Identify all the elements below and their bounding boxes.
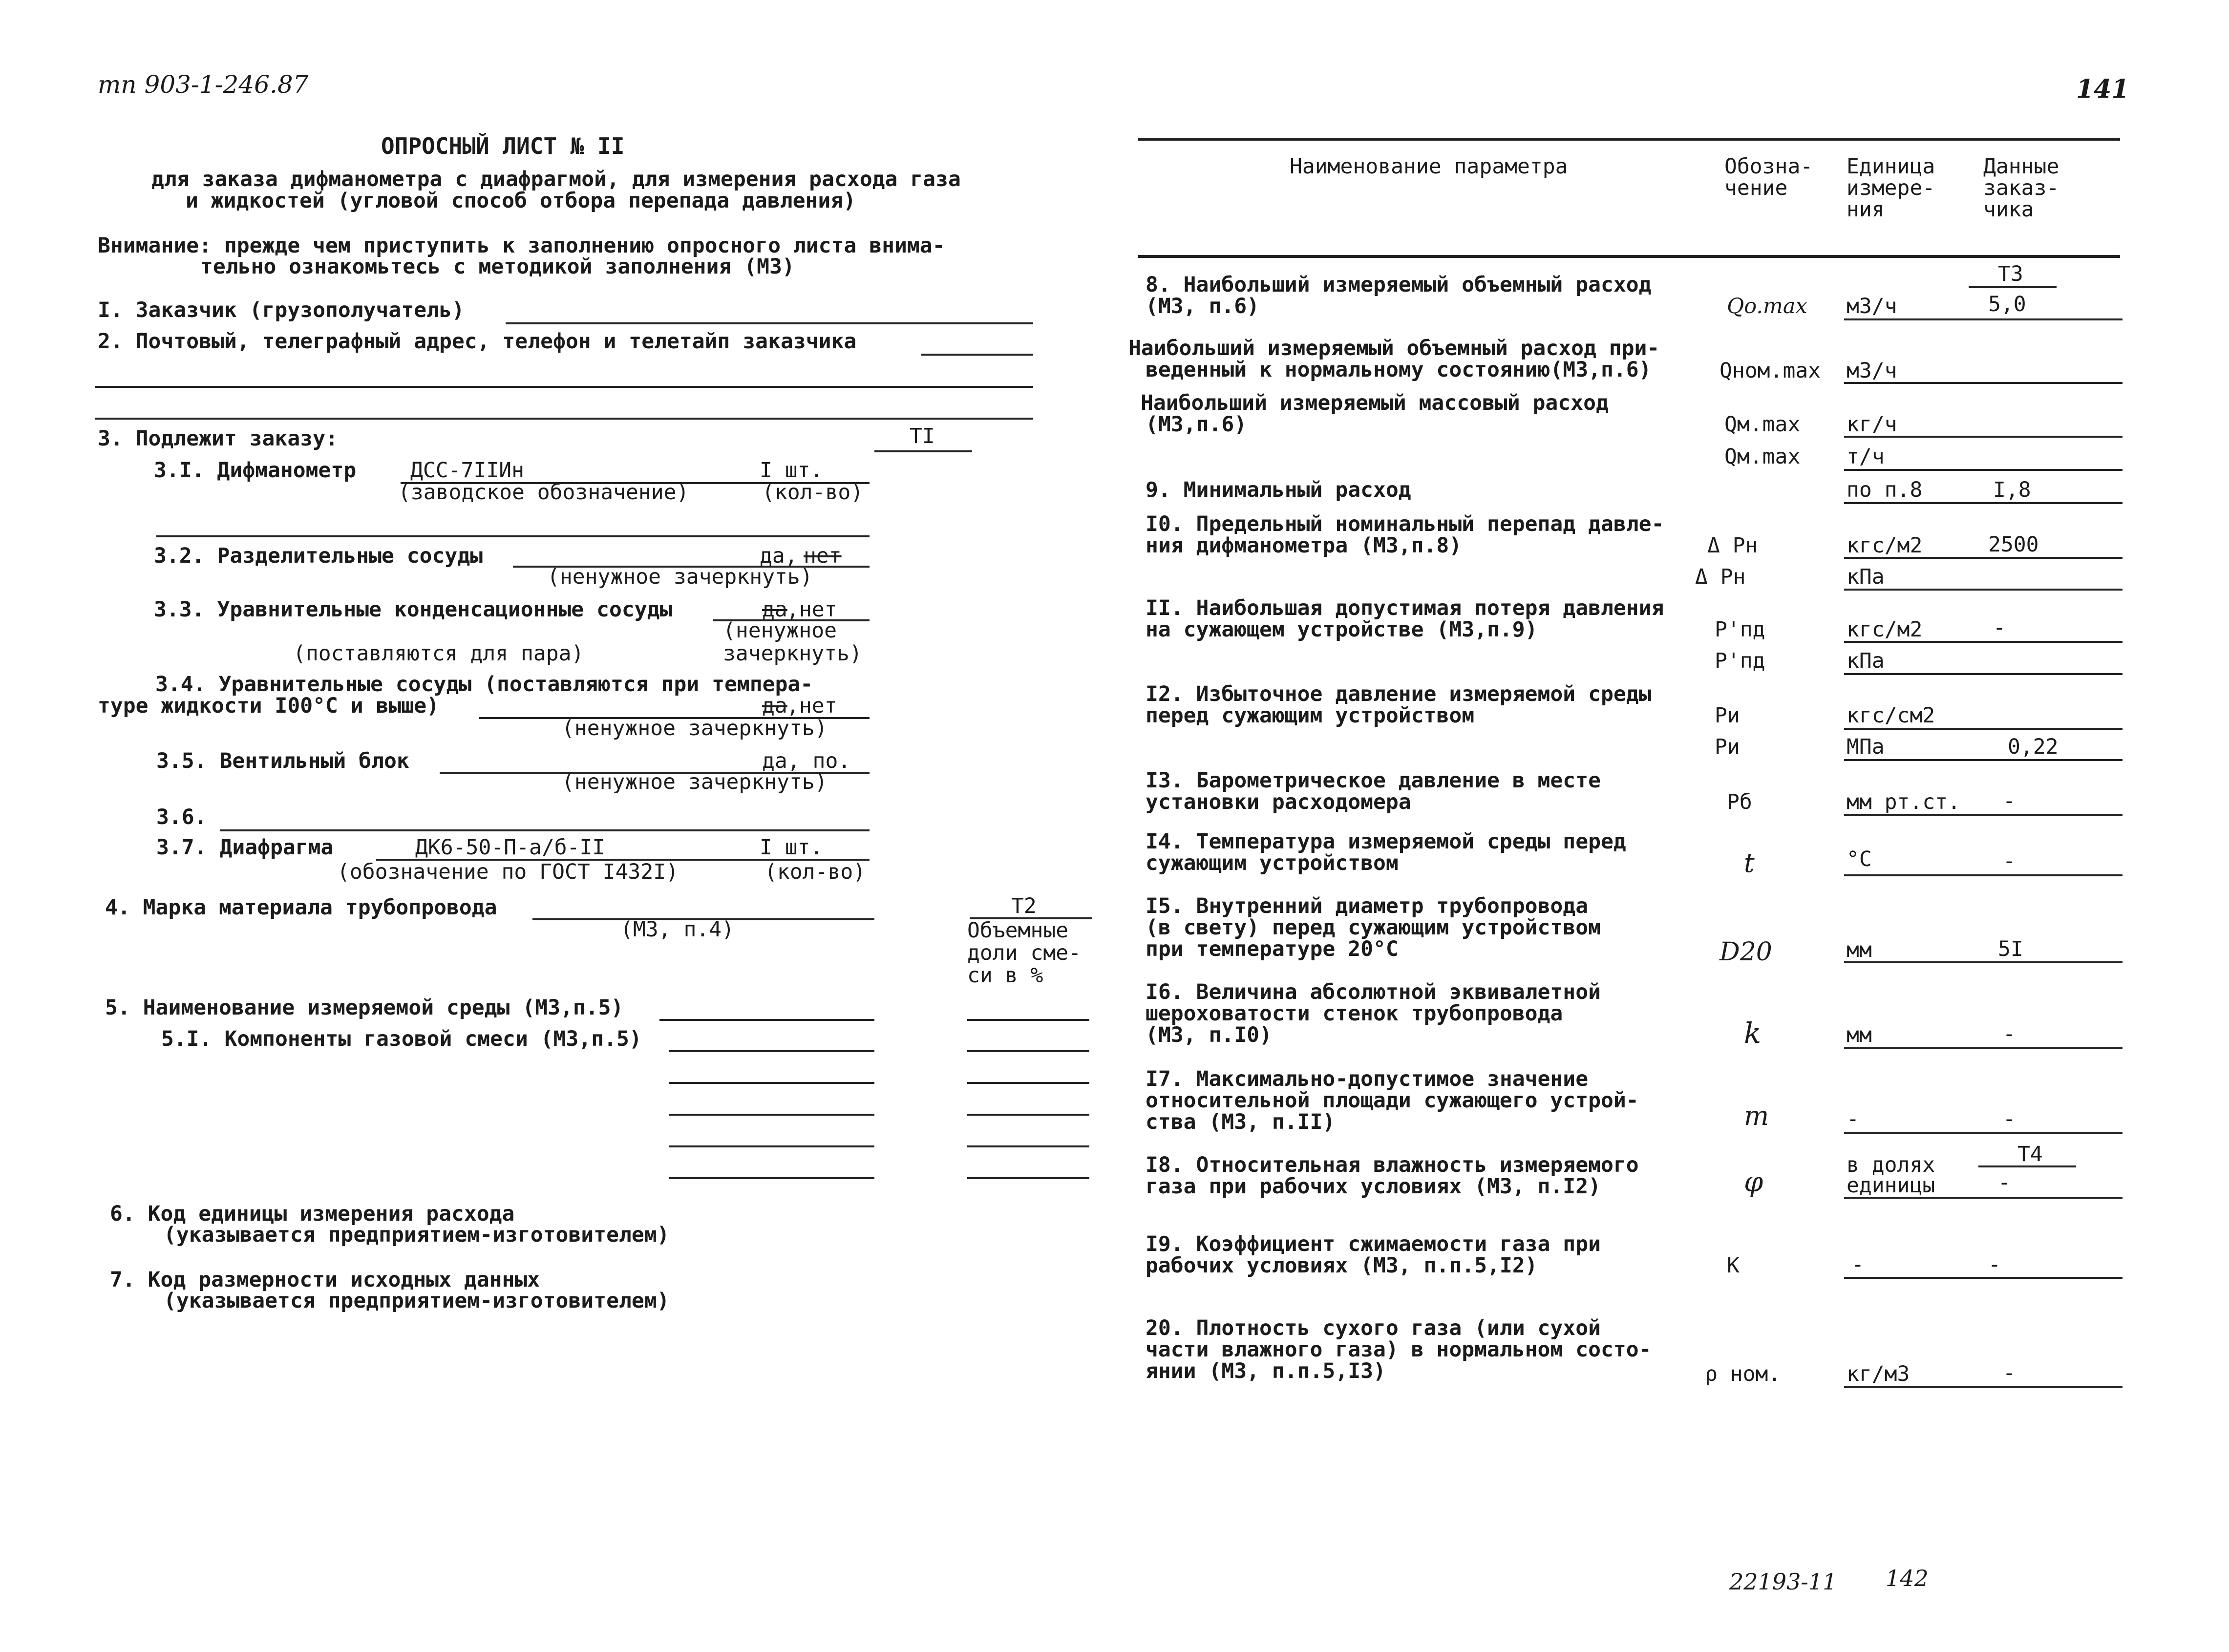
param-13-unit: мм рт.ст.	[1847, 790, 1960, 814]
param-13-row-rule[interactable]	[1844, 814, 2123, 816]
item-2-field-line-2[interactable]	[95, 386, 1033, 388]
param-19-unit: -	[1851, 1252, 1864, 1277]
param-20-label-1: 20. Плотность сухого газа (или сухой	[1146, 1316, 1601, 1340]
item-3-2-label: 3.2. Разделительные сосуды	[154, 544, 483, 568]
param-18-symbol: φ	[1744, 1166, 1763, 1198]
column-header-symbol-1: Обозна-	[1724, 154, 1813, 179]
param-18-row-rule[interactable]	[1844, 1197, 2123, 1199]
param-19-value: -	[1988, 1252, 2001, 1277]
param-10-label-2: ния дифманометра (МЗ,п.8)	[1146, 533, 1462, 558]
param-20-row-rule[interactable]	[1844, 1386, 2123, 1388]
item-3-4-label-1: 3.4. Уравнительные сосуды (поставляются при темпера-	[155, 672, 813, 697]
param-10-label-1: I0. Предельный номинальный перепад давле-	[1146, 512, 1664, 536]
page-number: 141	[2076, 74, 2129, 104]
gas-component-field-4[interactable]	[669, 1145, 874, 1147]
gas-fraction-field-2[interactable]	[967, 1082, 1089, 1084]
item-3-1-label: 3.I. Дифманометр	[154, 458, 357, 483]
item-3-1-qty-hint: (кол-во)	[762, 480, 864, 505]
item-3-heading: 3. Подлежит заказу:	[98, 426, 338, 451]
param-15-row-rule[interactable]	[1844, 961, 2123, 963]
param-10-row-rule-kgs[interactable]	[1844, 557, 2123, 559]
param-11-value-kgs: -	[1993, 615, 2006, 640]
param-13-label-1: I3. Барометрическое давление в месте	[1146, 768, 1601, 793]
item-5-label: 5. Наименование измеряемой среды (МЗ,п.5)	[105, 995, 624, 1020]
param-12-label-2: перед сужающим устройством	[1146, 703, 1475, 728]
param-11-symbol-kpa: Р'пд	[1715, 649, 1765, 673]
item-3-5-value: да, по.	[762, 749, 851, 773]
item-3-3-steam-note: (поставляются для пара)	[293, 641, 584, 666]
t1-underline	[874, 450, 972, 452]
t2-note-1: Объемные	[967, 918, 1069, 943]
item-5-fraction-field[interactable]	[967, 1019, 1089, 1021]
item-6-note: (указывается предприятием-изготовителем)	[164, 1223, 670, 1247]
item-2-address: 2. Почтовый, телеграфный адрес, телефон и телетайп заказчика	[98, 329, 857, 354]
param-17-symbol: m	[1744, 1101, 1769, 1131]
item-6-label: 6. Код единицы измерения расхода	[110, 1202, 515, 1226]
param-15-label-2: (в свету) перед сужающим устройством	[1146, 915, 1601, 940]
t4-underline	[1978, 1165, 2076, 1167]
param-8-mass-label-2: (МЗ,п.6)	[1146, 412, 1247, 437]
param-13-symbol: Рб	[1727, 790, 1752, 814]
param-8-mass-label-1: Наибольший измеряемый массовый расход	[1141, 391, 1609, 415]
param-8-row-rule[interactable]	[1844, 318, 2123, 320]
param-8-mass-row-rule-kg[interactable]	[1844, 436, 2123, 438]
param-8-symbol: Qo.max	[1727, 294, 1807, 318]
form-subtitle-1: для заказа дифманометра с диафрагмой, для измерения расхода газа	[151, 167, 961, 191]
param-8-mass-unit-t: т/ч	[1847, 445, 1885, 469]
param-11-row-rule-kgs[interactable]	[1844, 641, 2123, 643]
column-header-unit-1: Единица	[1847, 154, 1935, 179]
param-12-symbol-mpa: Ри	[1715, 735, 1740, 759]
param-19-row-rule[interactable]	[1844, 1277, 2123, 1279]
param-14-unit: °С	[1847, 847, 1872, 871]
param-9-value: I,8	[1993, 478, 2031, 502]
param-14-label-1: I4. Температура измеряемой среды перед	[1146, 829, 1626, 854]
param-17-label-2: относительной площади сужающего устрой-	[1146, 1088, 1639, 1113]
item-3-4-hint: (ненужное зачеркнуть)	[562, 716, 828, 741]
param-20-value: -	[2003, 1361, 2016, 1385]
param-18-value: -	[1998, 1170, 2011, 1195]
item-7-note: (указывается предприятием-изготовителем)	[164, 1289, 670, 1313]
param-17-value: -	[2003, 1107, 2016, 1131]
param-8-mass-unit-kg: кг/ч	[1847, 412, 1897, 437]
item-3-3-label: 3.3. Уравнительные конденсационные сосуды	[154, 597, 673, 622]
gas-fraction-field-3[interactable]	[967, 1114, 1089, 1116]
param-10-symbol-kpa: Δ Рн	[1695, 565, 1746, 589]
param-8-normal-label-1: Наибольший измеряемый объемный расход при-	[1128, 336, 1660, 360]
param-19-label-2: рабочих условиях (МЗ, п.п.5,I2)	[1146, 1253, 1538, 1278]
param-14-symbol: t	[1744, 847, 1755, 878]
param-19-label-1: I9. Коэффициент сжимаемости газа при	[1146, 1232, 1601, 1256]
param-9-unit: по п.8	[1847, 478, 1923, 502]
item-7-label: 7. Код размерности исходных данных	[110, 1268, 540, 1292]
table-ref-t3: Т3	[1998, 262, 2023, 286]
column-header-data-1: Данные	[1983, 154, 2059, 179]
item-3-3-hint-1: (ненужное	[723, 618, 837, 643]
item-3-7-qty: I шт.	[760, 835, 823, 860]
param-20-unit: кг/м3	[1847, 1362, 1910, 1386]
item-3-1-field-line-2[interactable]	[156, 535, 870, 537]
param-8-mass-symbol-kg: Qм.max	[1724, 412, 1801, 437]
param-15-label-1: I5. Внутренний диаметр трубопровода	[1146, 894, 1589, 918]
item-5-field[interactable]	[659, 1019, 874, 1021]
t3-underline	[1969, 286, 2057, 288]
gas-component-field-3[interactable]	[669, 1114, 874, 1116]
param-12-symbol-kgs: Ри	[1715, 703, 1740, 728]
param-16-label-2: шероховатости стенок трубопровода	[1146, 1001, 1563, 1026]
item-3-1-qty: I шт.	[760, 458, 823, 483]
param-20-label-2: части влажного газа) в нормальном состо-	[1146, 1337, 1652, 1362]
param-9-row-rule[interactable]	[1844, 502, 2123, 504]
param-11-label-2: на сужающем устройстве (МЗ,п.9)	[1146, 617, 1538, 642]
doc-code: тп 903-1-246.87	[98, 70, 309, 99]
item-2-field-line-3[interactable]	[95, 418, 1033, 420]
param-18-unit-1: в долях	[1847, 1153, 1935, 1177]
param-8-mass-symbol-t: Qм.max	[1724, 445, 1801, 469]
form-subtitle-2: и жидкостей (угловой способ отбора перепада давления)	[186, 189, 856, 213]
table-ref-t2: Т2	[1011, 894, 1037, 918]
item-3-2-yes: да,	[760, 544, 798, 568]
param-12-unit-kgs: кгс/см2	[1847, 703, 1935, 728]
item-4-hint: (МЗ, п.4)	[620, 917, 734, 942]
param-17-unit: -	[1847, 1107, 1859, 1131]
item-3-2-hint: (ненужное зачеркнуть)	[547, 565, 813, 589]
param-16-unit: мм	[1847, 1023, 1872, 1047]
param-10-unit-kgs: кгс/м2	[1847, 533, 1923, 558]
param-12-row-rule-kgs[interactable]	[1844, 728, 2123, 730]
param-16-row-rule[interactable]	[1844, 1047, 2123, 1049]
param-15-label-3: при температуре 20°С	[1146, 937, 1399, 961]
param-13-value: -	[2003, 789, 2016, 813]
param-8-label-2: (МЗ, п.6)	[1146, 294, 1259, 318]
param-17-label-3: ства (МЗ, п.II)	[1146, 1110, 1336, 1134]
param-16-label-3: (МЗ, п.I0)	[1146, 1023, 1272, 1047]
gas-fraction-field-1[interactable]	[967, 1050, 1089, 1052]
param-20-label-3: янии (МЗ, п.п.5,I3)	[1146, 1359, 1386, 1383]
param-12-label-1: I2. Избыточное давление измеряемой среды	[1146, 682, 1652, 706]
param-16-label-1: I6. Величина абсолютной эквивалетной	[1146, 980, 1601, 1004]
param-11-label-1: II. Наибольшая допустимая потеря давления	[1146, 596, 1664, 620]
t2-note-3: си в %	[967, 963, 1043, 988]
item-3-3-no: ,нет	[786, 597, 837, 622]
column-header-data-2: заказ-	[1983, 176, 2059, 200]
param-14-label-2: сужающим устройством	[1146, 851, 1399, 875]
param-10-symbol-kgs: Δ Рн	[1707, 533, 1758, 558]
param-8-normal-symbol: Qном.max	[1720, 359, 1821, 383]
column-header-data-3: чика	[1983, 197, 2034, 222]
param-17-label-1: I7. Максимально-допустимое значение	[1146, 1067, 1589, 1091]
item-1-customer: I. Заказчик (грузополучатель)	[98, 298, 465, 322]
param-19-symbol: К	[1727, 1253, 1740, 1278]
gas-fraction-field-4[interactable]	[967, 1145, 1089, 1147]
item-2-field[interactable]	[921, 354, 1033, 356]
param-8-mass-row-rule-t[interactable]	[1844, 469, 2123, 471]
item-3-5-label: 3.5. Вентильный блок	[156, 749, 409, 773]
item-3-3-hint-2: зачеркнуть)	[723, 641, 862, 666]
item-3-6-field[interactable]	[220, 829, 870, 831]
param-18-label-1: I8. Относительная влажность измеряемого	[1146, 1153, 1639, 1177]
param-10-unit-kpa: кПа	[1847, 565, 1885, 589]
param-8-value: 5,0	[1988, 292, 2026, 317]
item-3-3-yes-struck: да	[762, 597, 787, 622]
param-9-label: 9. Минимальный расход	[1146, 478, 1411, 502]
param-18-label-2: газа при рабочих условиях (МЗ, п.I2)	[1146, 1174, 1601, 1199]
header-top-rule	[1138, 138, 2120, 141]
footer-page-number: 142	[1886, 1565, 1929, 1591]
param-12-value-mpa: 0,22	[2008, 735, 2059, 759]
gas-component-field-1[interactable]	[669, 1050, 874, 1052]
param-8-unit: м3/ч	[1847, 294, 1897, 318]
param-11-row-rule-kpa[interactable]	[1844, 673, 2123, 675]
table-ref-t1: TI	[910, 424, 935, 448]
param-11-unit-kpa: кПа	[1847, 649, 1885, 673]
gas-component-field-5[interactable]	[669, 1177, 874, 1179]
item-3-4-yes-struck: да	[762, 694, 787, 718]
item-3-6-label: 3.6.	[156, 805, 207, 829]
param-14-row-rule[interactable]	[1844, 874, 2123, 876]
item-3-5-hint: (ненужное зачеркнуть)	[562, 770, 828, 794]
footer-code: 22193-11	[1729, 1568, 1837, 1595]
param-10-row-rule-kpa[interactable]	[1844, 589, 2123, 591]
item-4-label: 4. Марка материала трубопровода	[105, 895, 497, 920]
param-8-normal-label-2: веденный к нормальному состоянию(МЗ,п.6)	[1146, 358, 1652, 382]
param-8-label-1: 8. Наибольший измеряемый объемный расход	[1146, 273, 1652, 297]
param-8-normal-unit: м3/ч	[1847, 359, 1897, 383]
param-13-label-2: установки расходомера	[1146, 790, 1411, 814]
param-15-unit: мм	[1847, 938, 1872, 962]
param-15-value: 5I	[1998, 937, 2023, 961]
param-8-normal-row-rule[interactable]	[1844, 382, 2123, 384]
attention-line-2: тельно ознакомьтесь с методикой заполнения (МЗ)	[200, 254, 795, 279]
gas-fraction-field-5[interactable]	[967, 1177, 1089, 1179]
item-3-2-no-struck: нет	[804, 544, 842, 568]
header-bottom-rule	[1138, 255, 2120, 258]
param-11-unit-kgs: кгс/м2	[1847, 617, 1923, 642]
param-14-value: -	[2003, 849, 2016, 873]
column-header-symbol-2: чение	[1724, 176, 1788, 200]
table-ref-t4: Т4	[2017, 1142, 2043, 1166]
param-12-unit-mpa: МПа	[1847, 735, 1885, 759]
param-15-symbol: D20	[1720, 937, 1772, 967]
form-title: ОПРОСНЫЙ ЛИСТ № II	[381, 133, 625, 159]
column-header-unit-2: измере-	[1847, 176, 1935, 200]
column-header-parameter: Наименование параметра	[1290, 154, 1568, 179]
item-3-7-qty-hint: (кол-во)	[764, 860, 866, 884]
t2-note-2: доли сме-	[967, 941, 1081, 965]
param-20-symbol: ρ ном.	[1705, 1362, 1781, 1386]
param-11-symbol-kgs: Р'пд	[1715, 617, 1765, 642]
item-3-1-hint: (заводское обозначение)	[398, 480, 689, 505]
param-10-value-kgs: 2500	[1988, 532, 2039, 557]
item-3-7-hint: (обозначение по ГОСТ I432I)	[337, 860, 679, 884]
param-12-row-rule-mpa[interactable]	[1844, 759, 2123, 761]
item-3-1-value: ДСС-7IIИн	[410, 458, 524, 483]
item-3-7-label: 3.7. Диафрагма	[156, 835, 334, 860]
item-5-1-label: 5.I. Компоненты газовой смеси (МЗ,п.5)	[161, 1027, 642, 1051]
item-3-7-value: ДК6-50-П-а/б-II	[415, 835, 605, 860]
item-3-4-label-2: туре жидкости I00°С и выше)	[98, 694, 439, 718]
param-18-unit-2: единицы	[1847, 1173, 1935, 1198]
item-1-field[interactable]	[506, 322, 1033, 324]
item-3-4-no: ,нет	[786, 694, 837, 718]
gas-component-field-2[interactable]	[669, 1082, 874, 1084]
param-16-symbol: k	[1744, 1017, 1762, 1050]
attention-line-1: Внимание: прежде чем приступить к заполнению опросного листа внима-	[98, 233, 945, 258]
param-16-value: -	[2003, 1022, 2016, 1046]
param-17-row-rule[interactable]	[1844, 1132, 2123, 1134]
column-header-unit-3: ния	[1847, 197, 1885, 222]
